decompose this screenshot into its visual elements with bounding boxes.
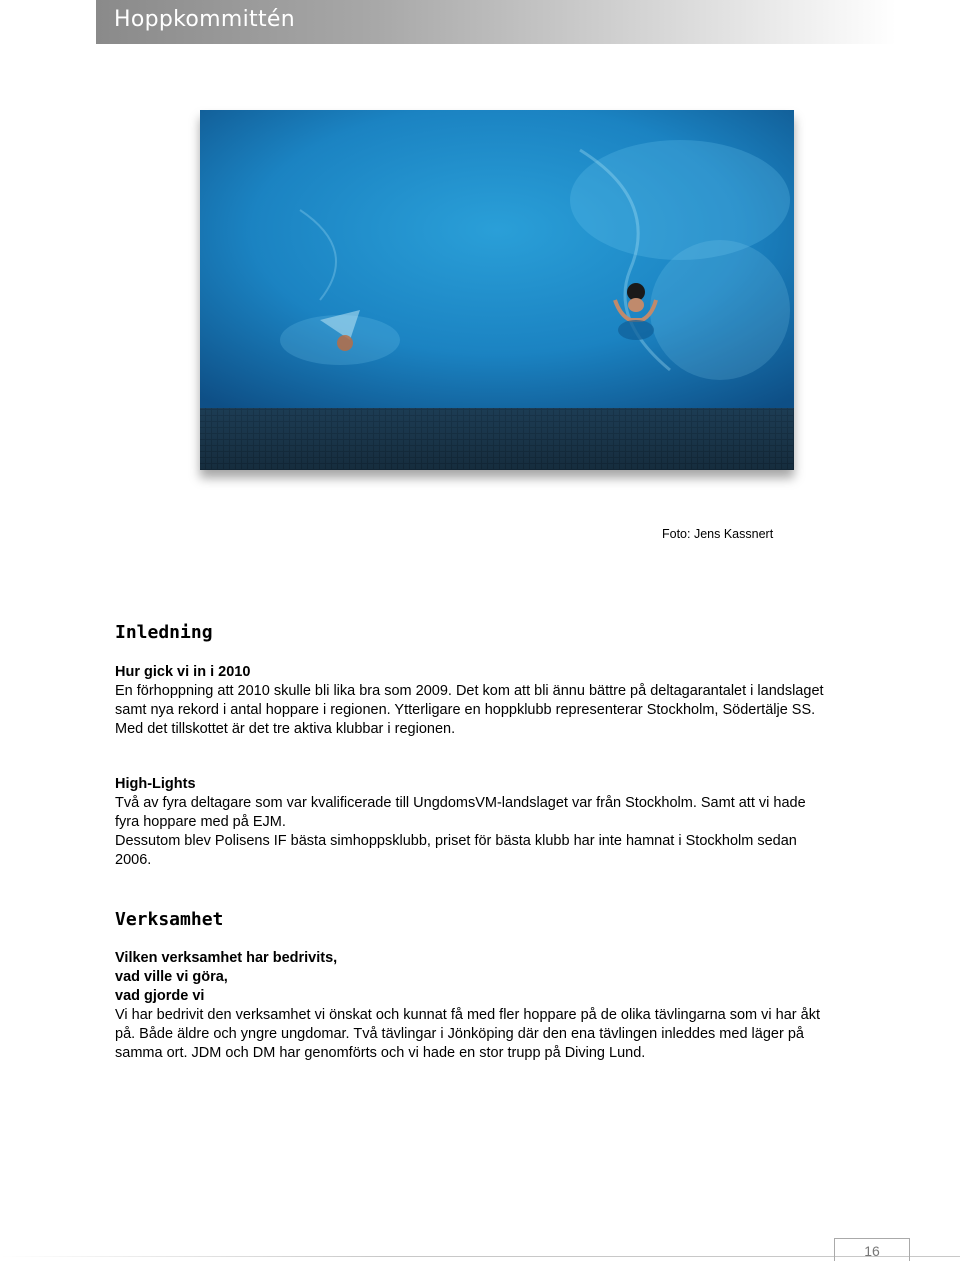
verksamhet-line: på. Både äldre och yngre ungdomar. Två tävlingar i Jönköping där den ena tävlingen inleddes med läger på — [115, 1026, 804, 1042]
inledning-line: samt nya rekord i antal hoppare i regionen. Ytterligare en hoppklubb representerar Stockholm, Södertälje SS. — [115, 702, 816, 718]
verksamhet-subtitle: vad gjorde vi — [115, 988, 205, 1004]
verksamhet-line: samma ort. JDM och DM har genomförts och vi hade en stor trupp på Diving Lund. — [115, 1045, 646, 1061]
highlights-title: High-Lights — [115, 776, 196, 792]
verksamhet-subtitle: Vilken verksamhet har bedrivits, — [115, 950, 338, 966]
pool-photo-image — [200, 110, 794, 470]
pool-photo — [200, 110, 794, 470]
verksamhet-line: Vi har bedrivit den verksamhet vi önskat och kunnat få med fler hoppare på de olika tävlingarna som vi har åkt — [115, 1007, 820, 1023]
section-title-verksamhet: Verksamhet — [115, 909, 224, 930]
highlights-line: fyra hoppare med på EJM. — [115, 814, 286, 830]
highlights-line: Dessutom blev Polisens IF bästa simhoppsklubb, priset för bästa klubb har inte hamnat i Stockholm sedan — [115, 833, 797, 849]
page-header-title: Hoppkommittén — [114, 7, 295, 32]
highlights-line: Två av fyra deltagare som var kvalificerade till UngdomsVM-landslaget var från Stockholm. Samt att vi hade — [115, 795, 806, 811]
inledning-paragraph — [115, 682, 915, 739]
photo-credit: Foto: Jens Kassnert — [662, 527, 774, 541]
page-number: 16 — [834, 1238, 910, 1261]
footer-rule — [0, 1256, 960, 1257]
inledning-line: Med det tillskottet är det tre aktiva klubbar i regionen. — [115, 721, 456, 737]
verksamhet-subtitle: vad ville vi göra, — [115, 969, 228, 985]
inledning-subtitle: Hur gick vi in i 2010 — [115, 664, 251, 680]
verksamhet-paragraph — [115, 949, 915, 1063]
highlights-line: 2006. — [115, 852, 152, 868]
section-title-inledning: Inledning — [115, 622, 213, 643]
header-bar — [96, 0, 896, 44]
highlights-paragraph — [115, 775, 915, 870]
inledning-line: En förhoppning att 2010 skulle bli lika bra som 2009. Det kom att bli ännu bättre på deltagarantalet i landslaget — [115, 683, 824, 699]
